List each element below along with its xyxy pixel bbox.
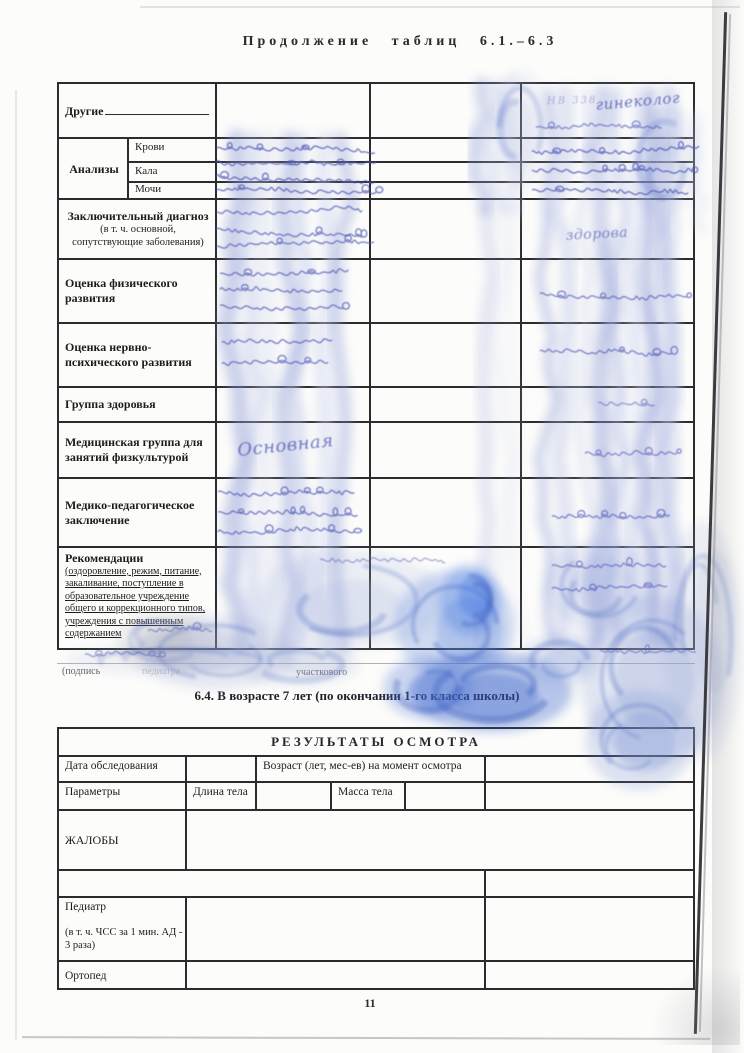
- row-label-medgruppa: Медицинская группа для занятий физкультурой: [59, 423, 217, 477]
- results-table-header: РЕЗУЛЬТАТЫ ОСМОТРА: [59, 729, 693, 757]
- age-value-cell: [486, 757, 693, 781]
- svg-text:гинеколог: гинеколог: [594, 88, 681, 114]
- svg-text:здорова: здорова: [565, 224, 629, 244]
- date-label: Дата обследования: [59, 757, 187, 781]
- page-edge-left: [15, 90, 17, 1040]
- t2-cell: [486, 871, 693, 896]
- svg-text:НВ 338: НВ 338: [546, 95, 598, 107]
- t1-cell: [217, 324, 371, 386]
- complaints-value-cell: [187, 811, 693, 869]
- t1-cell: [371, 324, 522, 386]
- page-edge-right: [694, 12, 727, 1034]
- table-row: [59, 811, 693, 871]
- t1-cell: [522, 388, 693, 421]
- t1-cell: [217, 479, 371, 546]
- table-row: [59, 388, 693, 423]
- row-label-diagnoz: Заключительный диагноз (в т. ч. основной, сопутствующие заболевания): [59, 200, 217, 258]
- t1-cell: [371, 260, 522, 322]
- section-6-4-title: 6.4. В возрасте 7 лет (по окончании 1-го класса школы): [194, 688, 520, 703]
- pediatrician-value-cell: [187, 898, 486, 960]
- table-row: [59, 200, 693, 260]
- sublabel-mochi: Мочи: [129, 183, 217, 198]
- table-row: [59, 183, 693, 200]
- mass-label: Масса тела: [332, 783, 406, 809]
- page-edge-top: [140, 6, 740, 8]
- page-title: Продолжение таблиц 6.1.–6.3: [242, 34, 558, 49]
- signature-caption-right: участкового: [296, 667, 348, 678]
- t1-cell: [522, 479, 693, 546]
- table-row: [59, 163, 693, 183]
- table-row: [59, 423, 693, 479]
- page-number: 11: [364, 996, 376, 1010]
- t1-cell: [371, 139, 522, 163]
- table-row: [59, 84, 693, 139]
- page-edge-right-inner: [699, 14, 731, 1032]
- table-row: [59, 139, 693, 163]
- table-row: [59, 783, 693, 811]
- t1-cell: [522, 260, 693, 322]
- t2-cell: [486, 898, 693, 960]
- date-value-cell: [187, 757, 257, 781]
- t2-cell: [59, 871, 486, 896]
- t1-cell: [522, 423, 693, 477]
- row-label-analizy: Анализы: [69, 162, 119, 176]
- sublabel-kala: Кала: [129, 163, 217, 183]
- table-row: [59, 548, 693, 648]
- table-row: [59, 898, 693, 962]
- t1-cell: [371, 163, 522, 183]
- t1-cell: [217, 84, 371, 137]
- table-row: [59, 871, 693, 898]
- t1-cell: [217, 183, 371, 198]
- signature-caption-left: (подпись: [62, 666, 101, 677]
- page-edge-bottom: [22, 1036, 710, 1040]
- table-row: [59, 260, 693, 324]
- t1-cell: [522, 324, 693, 386]
- mass-value-cell: [406, 783, 486, 809]
- t1-cell: [371, 200, 522, 258]
- t1-cell: [522, 183, 693, 198]
- page-edge-shadow: [712, 0, 744, 1053]
- t1-cell: [522, 84, 693, 137]
- t2-cell: [486, 783, 693, 809]
- table-row: [59, 479, 693, 548]
- params-label: Параметры: [59, 783, 187, 809]
- age-label: Возраст (лет, мес-ев) на момент осмотра: [257, 757, 486, 781]
- row-label-rekom: Рекомендации (оздоровление, режим, питание, закаливание, поступление в образовательное учреждение общего и коррекционного типов, учреждения с повышенным содержанием: [59, 548, 217, 648]
- t1-cell: [371, 548, 522, 648]
- table-row: [59, 324, 693, 388]
- table-row: [59, 757, 693, 783]
- t1-cell: [217, 139, 371, 163]
- row-label-drugie: Другие: [59, 84, 217, 137]
- sublabel-krovi: Крови: [129, 139, 217, 163]
- t1-cell: [371, 84, 522, 137]
- row-label-medped: Медико-педагогическое заключение: [59, 479, 217, 546]
- row-label-fiz: Оценка физического развития: [59, 260, 217, 322]
- t1-cell: [217, 260, 371, 322]
- pediatrician-note: (в т. ч. ЧСС за 1 мин. АД - 3 раза): [65, 927, 183, 951]
- t1-cell: [217, 423, 371, 477]
- t1-cell: [522, 200, 693, 258]
- t1-cell: [371, 423, 522, 477]
- t1-cell: [371, 183, 522, 198]
- continuation-table: [57, 82, 695, 650]
- t1-cell: [371, 479, 522, 546]
- t1-cell: [217, 200, 371, 258]
- t1-cell: [522, 163, 693, 183]
- pediatrician-label-cell: Педиатр (в т. ч. ЧСС за 1 мин. АД - 3 раза): [59, 898, 187, 960]
- results-table: [57, 727, 695, 990]
- svg-text:Основная: Основная: [236, 429, 335, 461]
- t1-cell: [217, 548, 371, 648]
- table-row: [59, 962, 693, 988]
- signature-caption-middle: педиатра: [142, 666, 181, 677]
- t1-cell: [217, 163, 371, 183]
- orthopedist-value-cell: [187, 962, 486, 988]
- t1-cell: [522, 548, 693, 648]
- t1-cell: [522, 139, 693, 163]
- orthopedist-label: Ортопед: [59, 962, 187, 988]
- length-value-cell: [257, 783, 332, 809]
- t1-cell: [371, 388, 522, 421]
- t2-cell: [486, 962, 693, 988]
- signature-rule: [57, 663, 695, 664]
- row-label-nervno: Оценка нервно-психического развития: [59, 324, 217, 386]
- complaints-label: ЖАЛОБЫ: [59, 811, 187, 869]
- blank-underline: [105, 103, 209, 115]
- row-label-gruppa: Группа здоровья: [59, 388, 217, 421]
- t1-cell: [217, 388, 371, 421]
- length-label: Длина тела: [187, 783, 257, 809]
